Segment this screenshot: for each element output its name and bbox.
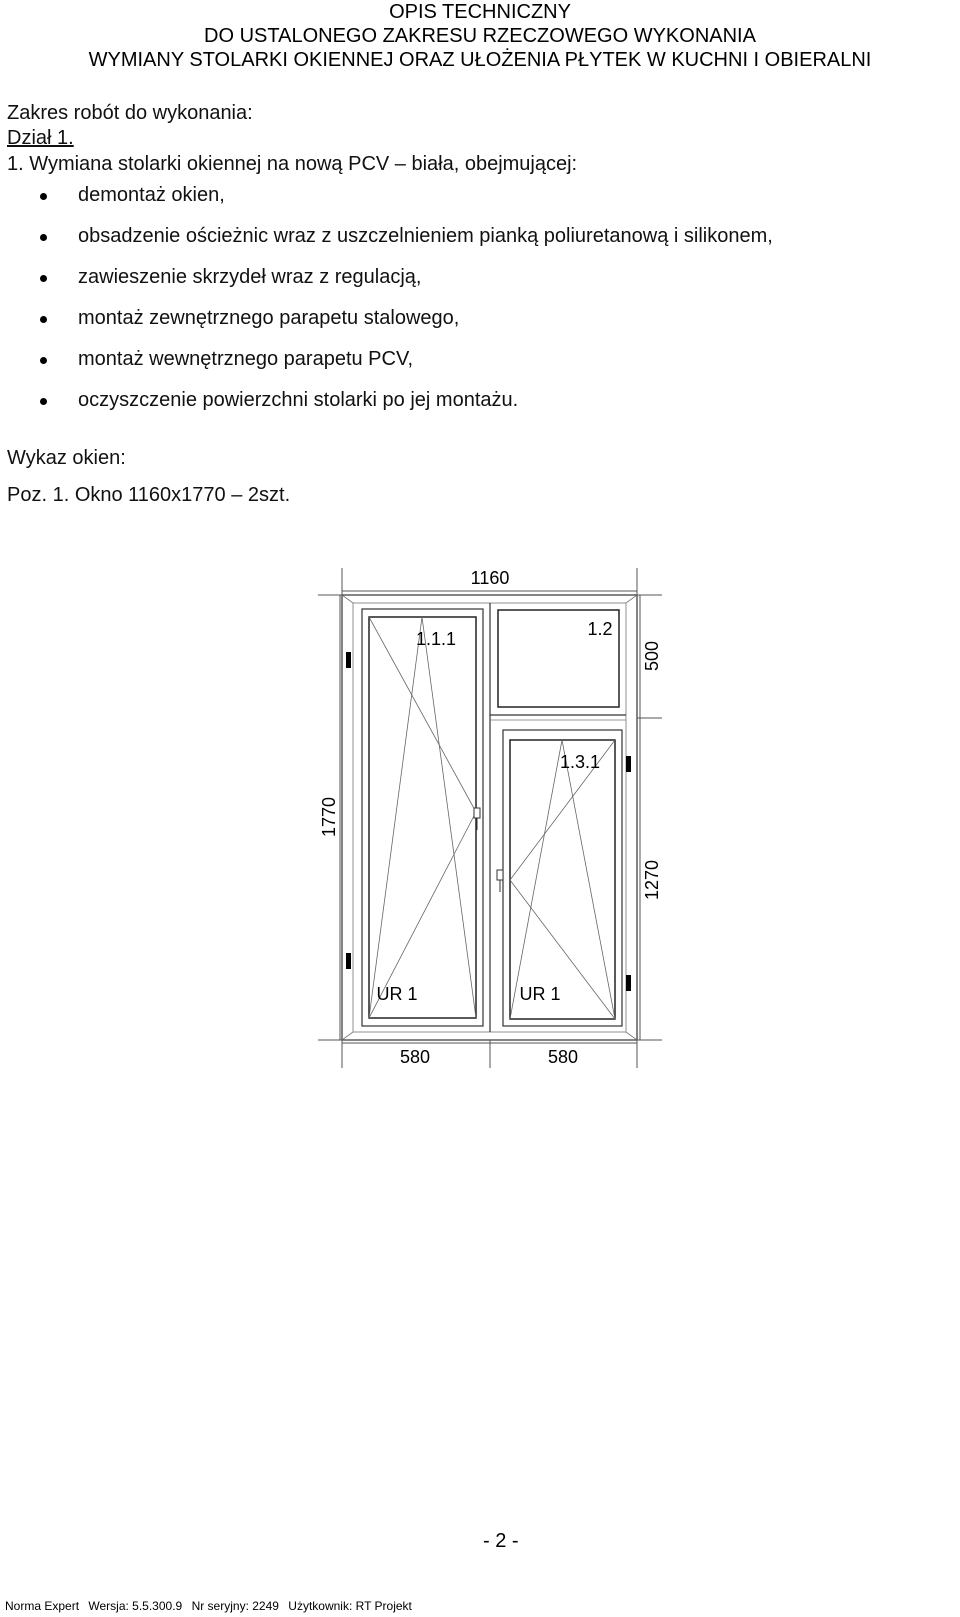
footer-user: Użytkownik: RT Projekt bbox=[288, 1599, 412, 1613]
list-item bbox=[40, 347, 773, 388]
sash-right-code: UR 1 bbox=[519, 984, 561, 1004]
dimension-height-bottom-label: 1270 bbox=[642, 859, 662, 901]
bullet-icon bbox=[40, 398, 47, 405]
list-item-text: obsadzenie ościeżnic wraz z uszczelnieniem pianką poliuretanową i silikonem, bbox=[78, 225, 773, 247]
list-item-text: montaż zewnętrznego parapetu stalowego, bbox=[78, 307, 460, 329]
dimension-height-total-label: 1770 bbox=[319, 796, 339, 838]
handle-icon bbox=[474, 808, 480, 830]
work-scope-list bbox=[40, 183, 773, 429]
sash-right bbox=[503, 730, 622, 1026]
list-item bbox=[40, 265, 773, 306]
sash-right-label: 1.3.1 bbox=[559, 752, 601, 772]
list-item bbox=[40, 306, 773, 347]
sash-left-code: UR 1 bbox=[376, 984, 418, 1004]
bullet-icon bbox=[40, 275, 47, 282]
item-heading: 1. Wymiana stolarki okiennej na nową PCV – biała, obejmującej: bbox=[7, 153, 578, 175]
list-item bbox=[40, 224, 773, 265]
dimension-width-total-label: 1160 bbox=[470, 568, 510, 588]
list-item-text: montaż wewnętrznego parapetu PCV, bbox=[78, 348, 414, 370]
dimension-width-left-label: 580 bbox=[399, 1047, 431, 1067]
bullet-icon bbox=[40, 316, 47, 323]
dimension-width-right-label: 580 bbox=[547, 1047, 579, 1067]
title-line-1: OPIS TECHNICZNY bbox=[389, 1, 571, 23]
hinge-icon bbox=[626, 975, 631, 991]
dimension-height-top-label: 500 bbox=[642, 640, 662, 672]
position-label: Poz. 1. Okno 1160x1770 – 2szt. bbox=[7, 484, 291, 506]
bullet-icon bbox=[40, 357, 47, 364]
handle-icon bbox=[497, 870, 503, 892]
bullet-icon bbox=[40, 193, 47, 200]
footer-version: Wersja: 5.5.300.9 bbox=[88, 1599, 183, 1613]
sash-left-opening-lines bbox=[369, 617, 476, 1018]
window-drawing bbox=[0, 560, 960, 1080]
bullet-icon bbox=[40, 234, 47, 241]
dimension-width-bottom bbox=[342, 1040, 637, 1068]
windows-heading: Wykaz okien: bbox=[7, 447, 126, 469]
list-item-text: oczyszczenie powierzchni stolarki po jej montażu. bbox=[78, 389, 519, 411]
list-item-text: demontaż okien, bbox=[78, 184, 225, 206]
page-number: - 2 - bbox=[483, 1530, 519, 1552]
list-item bbox=[40, 388, 773, 429]
sash-left-label: 1.1.1 bbox=[415, 629, 457, 649]
list-item-text: zawieszenie skrzydeł wraz z regulacją, bbox=[78, 266, 422, 288]
title-line-2: DO USTALONEGO ZAKRESU RZECZOWEGO WYKONANIA bbox=[204, 25, 756, 47]
window-frame bbox=[342, 595, 637, 1040]
sash-left bbox=[362, 609, 483, 1026]
title-line-3: WYMIANY STOLARKI OKIENNEJ ORAZ UŁOŻENIA PŁYTEK W KUCHNI I OBIERALNI bbox=[88, 49, 872, 71]
footer-serial: Nr seryjny: 2249 bbox=[191, 1599, 279, 1613]
hinge-icon bbox=[346, 652, 351, 668]
list-item bbox=[40, 183, 773, 224]
footer bbox=[5, 1599, 418, 1613]
footer-program: Norma Expert bbox=[5, 1599, 80, 1613]
fixed-light-top-label: 1.2 bbox=[587, 619, 613, 639]
hinge-icon bbox=[626, 756, 631, 772]
hinge-icon bbox=[346, 953, 351, 969]
scope-heading: Zakres robót do wykonania: bbox=[7, 102, 253, 124]
section-label: Dział 1. bbox=[7, 127, 74, 149]
document-title bbox=[0, 0, 960, 72]
sash-right-opening-lines bbox=[510, 740, 615, 1019]
